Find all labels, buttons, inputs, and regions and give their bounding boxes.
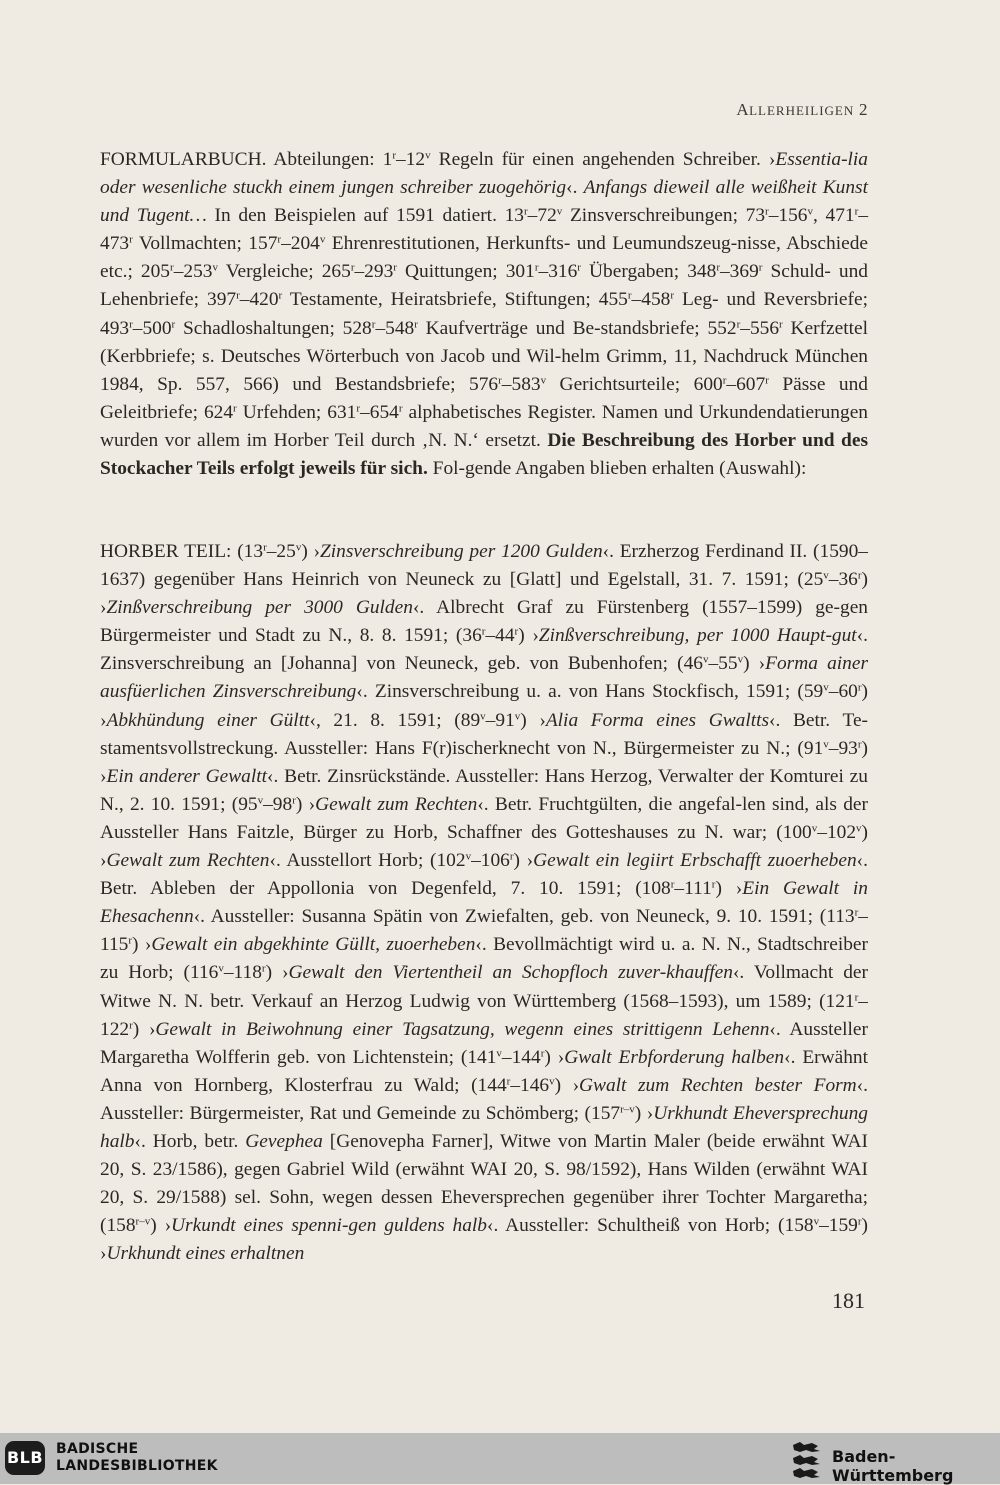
library-name-line2: LANDESBIBLIOTHEK: [56, 1458, 218, 1474]
paragraph-horber-teil: [100, 538, 868, 1268]
page-number: 181: [832, 1288, 865, 1313]
paragraph-formularbuch: [100, 146, 868, 483]
library-name-line1: BADISCHE: [56, 1441, 139, 1457]
paragraph-text: FORMULARBUCH. Abteilungen: 1$^r$–12$^v$ Regeln für einen angehenden Schreiber. ›Essentia-lia oder wesenliche stuckh einem jungen schreiber zuogehörig‹. Anfangs dieweil alle weißheit Kunst und Tugent… In den Beispielen auf 1591 datiert. 13$^r$–72$^v$ Zinsverschreibungen; 73$^r$–156$^v$, 471$^r$–473$^r$ Vollmachten; 157$^r$–204$^v$ Ehrenrestitutionen, Herkunfts- und Leumundszeug-nisse, Abschiede etc.; 205$^r$–253$^v$ Vergleiche; 265$^r$–293$^r$ Quittungen; 301$^r$–316$^r$ Übergaben; 348$^r$–369$^r$ Schuld- und Lehenbriefe; 397$^r$–420$^r$ Testamente, Heiratsbriefe, Stiftungen; 455$^r$–458$^r$ Leg- und Reversbriefe; 493$^r$–500$^r$ Schadloshaltungen; 528$^r$–548$^r$ Kaufverträge und Be-standsbriefe; 552$^r$–556$^r$ Kerfzettel (Kerbbriefe; s. Deutsches Wörterbuch von Jacob und Wil-helm Grimm, 11, Nachdruck München 1984, Sp. 557, 566) und Bestandsbriefe; 576$^r$–583$^v$ Gerichtsurteile; 600$^r$–607$^r$ Pässe und Geleitbriefe; 624$^r$ Urfehden; 631$^r$–654$^r$ alphabetisches Register. Namen und Urkundendatierungen wurden vor allem im Horber Teil durch ‚N. N.‘ ersetzt. Die Beschreibung des Horber und des Stockacher Teils erfolgt jeweils für sich. Fol-gende Angaben blieben erhalten (Auswahl):: [100, 149, 869, 480]
running-head: ALLERHEILIGEN 2: [736, 100, 868, 119]
paragraph-text: HORBER TEIL: (13$^r$–25$^v$) ›Zinsverschreibung per 1200 Gulden‹. Erzherzog Ferdinand II. (1590–1637) gegenüber Hans Heinrich von Neuneck zu [Glatt] und Egelstall, 31. 7. 1591; (25$^v$–36$^r$) ›Zinßverschreibung per 3000 Gulden‹. Albrecht Graf zu Fürstenberg (1557–1599) ge-gen Bürgermeister und Stadt zu N., 8. 8. 1591; (36$^r$–44$^r$) ›Zinßverschreibung, per 1000 Haupt-gut‹. Zinsverschreibung an [Johanna] von Neuneck, geb. von Bubenhofen; (46$^v$–55$^v$) ›Forma ainer ausfüerlichen Zinsverschreibung‹. Zinsverschreibung u. a. von Hans Stockfisch, 1591; (59$^v$–60$^r$) ›Abkhündung einer Gültt‹, 21. 8. 1591; (89$^v$–91$^v$) ›Alia Forma eines Gwaltts‹. Betr. Te-stamentsvollstreckung. Aussteller: Hans F(r)ischerknecht von N., Bürgermeister zu N.; (91$^v$–93$^r$) ›Ein anderer Gewaltt‹. Betr. Zinsrückstände. Aussteller: Hans Herzog, Verwalter der Komturei zu N., 2. 10. 1591; (95$^v$–98$^r$) ›Gewalt zum Rechten‹. Betr. Fruchtgülten, die angefal-len sind, als der Aussteller Hans Faitzle, Bürger zu Horb, Schaffner des Gotteshauses zu N. war; (100$^v$–102$^v$) ›Gewalt zum Rechten‹. Ausstellort Horb; (102$^v$–106$^r$) ›Gewalt ein legiirt Erbschafft zuoerheben‹. Betr. Ableben der Appollonia von Degenfeld, 7. 10. 1591; (108$^r$–111$^r$) ›Ein Gewalt in Ehesachenn‹. Aussteller: Susanna Spätin von Zwiefalten, geb. von Neuneck, 9. 10. 1591; (113$^r$–115$^r$) ›Gewalt ein abgekhinte Güllt, zuoerheben‹. Bevollmächtigt wird u. a. N. N., Stadtschreiber zu Horb; (116$^v$–118$^r$) ›Gewalt den Viertentheil an Schopfloch zuver-khauffen‹. Vollmacht der Witwe N. N. betr. Verkauf an Herzog Ludwig von Württemberg (1568–1593), um 1589; (121$^r$–122$^r$) ›Gewalt in Beiwohnung einer Tagsatzung, wegenn eines strittigenn Lehenn‹. Aussteller Margaretha Wolfferin geb. von Lichtenstein; (141$^v$–144$^r$) ›Gwalt Erbforderung halben‹. Erwähnt Anna von Hornberg, Klosterfrau zu Wald; (144$^r$–146$^v$) ›Gwalt zum Rechten bester Form‹. Aussteller: Bürgermeister, Rat und Gemeinde zu Schömberg; (157$^{r-v}$) ›Urkhundt Eheversprechung halb‹. Horb, betr. Gevephea [Genovepha Farner], Witwe von Martin Maler (beide erwähnt WAI 20, S. 23/1586), gegen Gabriel Wild (erwähnt WAI 20, S. 98/1592), Hans Wilden (erwähnt WAI 20, S. 29/1588) sel. Sohn, wegen dessen Eheversprechen gegenüber ihrer Tochter Margaretha; (158$^{r-v}$) ›Urkundt eines spenni-gen guldens halb‹. Aussteller: Schultheiß von Horb; (158$^v$–159$^r$) ›Urkhundt eines erhaltnen: [100, 541, 869, 1265]
baden-wuerttemberg-lions-icon: [790, 1439, 824, 1479]
footer-bar: [0, 1433, 1000, 1484]
blb-logo[interactable]: BLB: [5, 1441, 45, 1475]
library-name[interactable]: [56, 1441, 218, 1475]
state-name[interactable]: Baden-Württemberg: [832, 1447, 954, 1485]
